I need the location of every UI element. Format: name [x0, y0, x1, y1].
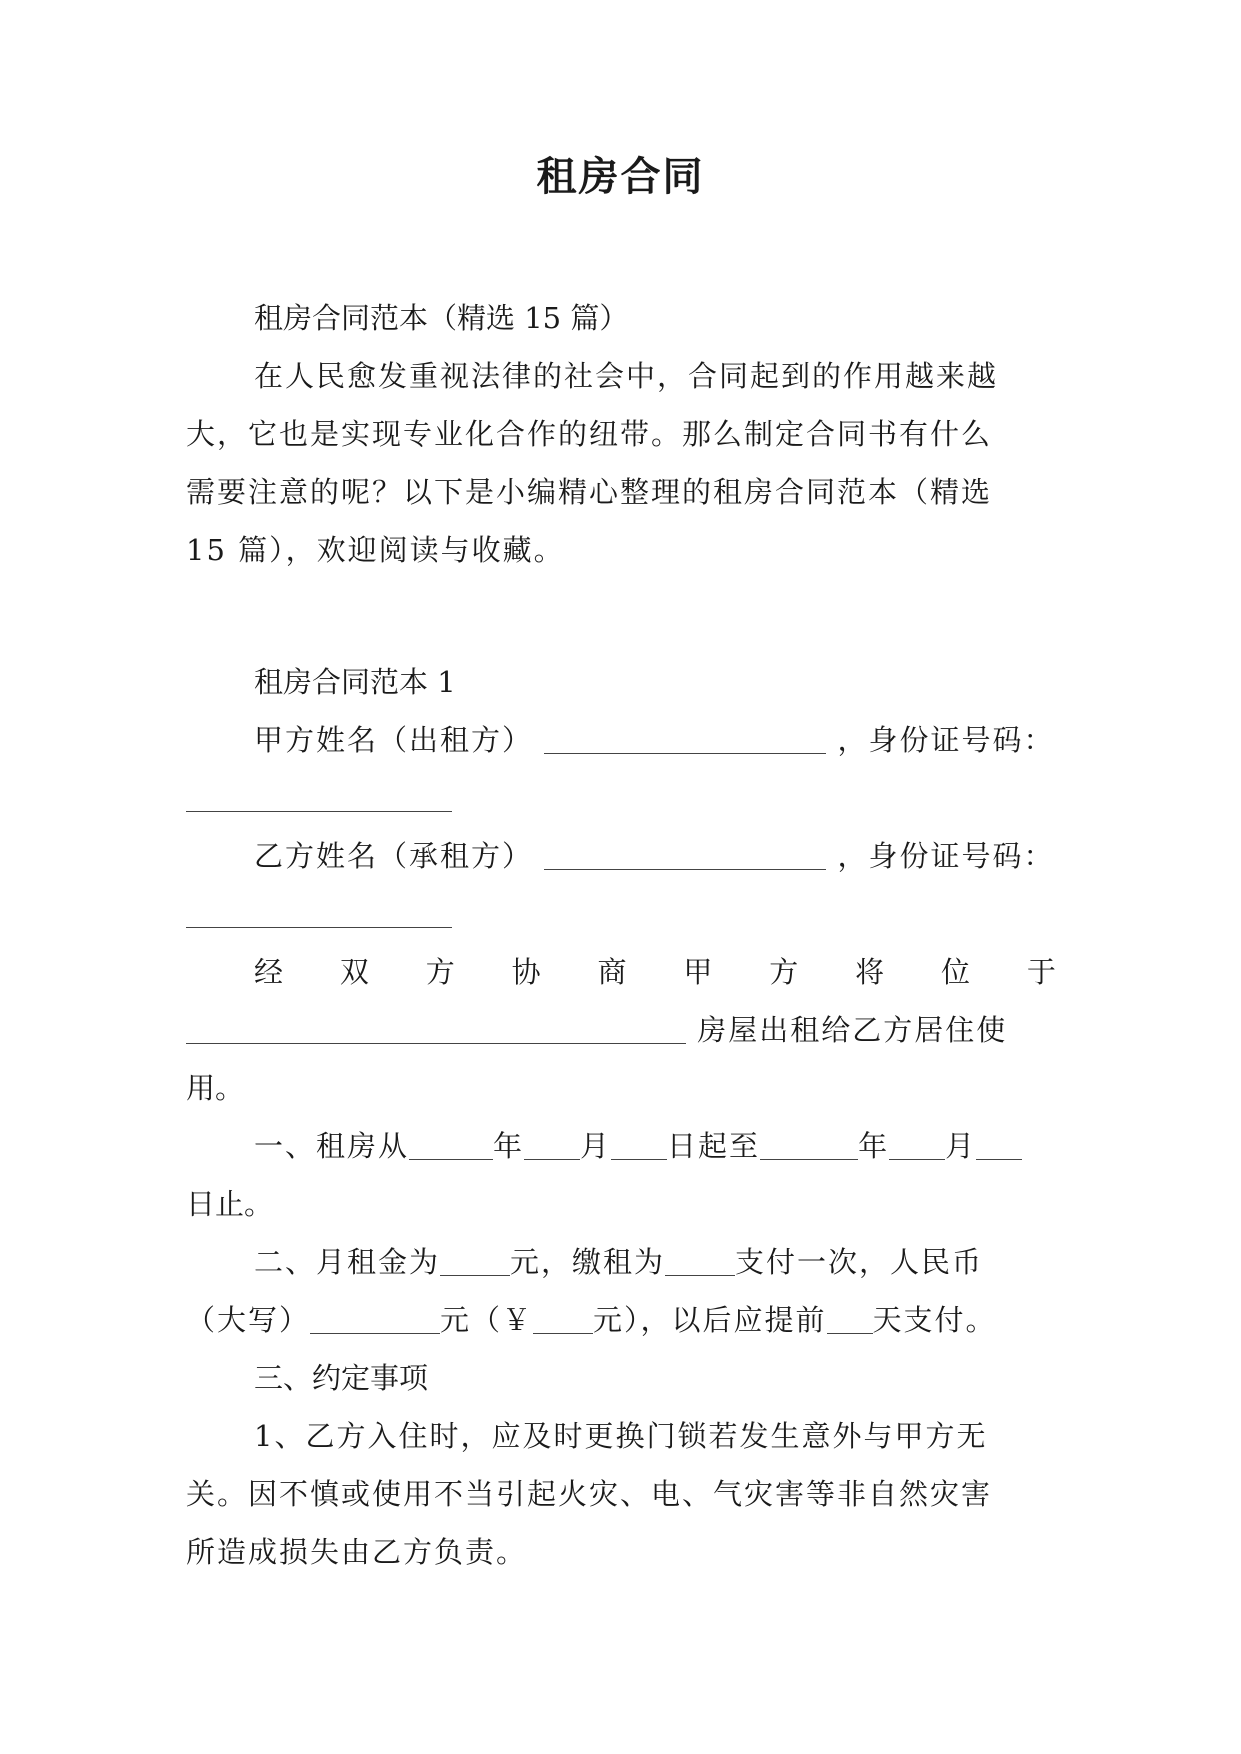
section-heading: 租房合同范本 1 [254, 665, 456, 699]
monthly-rent-blank [440, 1274, 510, 1276]
end-day-blank [976, 1158, 1022, 1160]
clause2-text: 元），以后应提前 [593, 1303, 827, 1337]
agreement-char: 方 [769, 955, 799, 989]
clause2-line-2 [186, 1291, 1056, 1349]
document-title: 租房合同 [536, 153, 705, 200]
clause2-text: 元，缴租为 [510, 1245, 666, 1279]
clause2-text: 二、月租金为 [254, 1245, 441, 1279]
agreement-char: 经 [254, 955, 284, 989]
clause3-heading: 三、约定事项 [254, 1361, 429, 1395]
clause1-line [186, 1117, 1056, 1175]
agreement-char: 甲 [683, 955, 713, 989]
agreement-char: 将 [855, 955, 885, 989]
address-blank [186, 1042, 686, 1044]
intro-line: 大，它也是实现专业化合作的纽带。那么制定合同书有什么 [186, 417, 993, 451]
intro-heading: 租房合同范本（精选 15 篇） [254, 301, 629, 335]
start-month-blank [524, 1158, 580, 1160]
agreement-char: 于 [1026, 955, 1056, 989]
item1-line: 所造成损失由乙方负责。 [186, 1535, 528, 1569]
party-b-label: 乙方姓名（承租方） [254, 839, 534, 873]
amount-number-blank [533, 1332, 593, 1334]
clause2-line [186, 1233, 1056, 1291]
payment-period-blank [665, 1274, 735, 1276]
amount-words-blank [310, 1332, 440, 1334]
party-a-label: 甲方姓名（出租方） [254, 723, 534, 757]
party-a-id-blank [186, 811, 452, 812]
clause2-text: 天支付。 [872, 1303, 997, 1337]
agreement-char: 协 [511, 955, 541, 989]
party-a-name-blank [544, 752, 826, 754]
intro-line: 在人民愈发重视法律的社会中，合同起到的作用越来越 [254, 359, 999, 393]
clause2-text: 元（￥ [440, 1303, 534, 1337]
advance-days-blank [827, 1332, 873, 1334]
clause1-text: 月 [580, 1129, 612, 1163]
agreement-address-line [186, 1001, 1056, 1059]
party-b-line [186, 827, 1056, 885]
agreement-line [186, 943, 1056, 1001]
clause1-text: 月 [945, 1129, 977, 1163]
party-b-id-blank [186, 927, 452, 928]
party-a-line [186, 711, 1056, 769]
start-year-blank [409, 1158, 493, 1160]
start-day-blank [611, 1158, 667, 1160]
agreement-suffix: 房屋出租给乙方居住使 [697, 1013, 1008, 1047]
clause2-text: （大写） [186, 1303, 311, 1337]
agreement-char: 商 [597, 955, 627, 989]
clause1-end: 日止。 [186, 1187, 274, 1221]
intro-line: 需要注意的呢？以下是小编精心整理的租房合同范本（精选 [186, 475, 993, 509]
item1-line: 关。因不慎或使用不当引起火灾、电、气灾害等非自然灾害 [186, 1477, 993, 1511]
agreement-end: 用。 [186, 1071, 245, 1105]
party-a-id-line [186, 769, 1056, 827]
party-b-id-label: ，身份证号码： [837, 839, 1055, 873]
clause1-text: 年 [493, 1129, 525, 1163]
intro-line: 15 篇），欢迎阅读与收藏。 [186, 533, 565, 567]
paragraph-gap [186, 579, 1056, 653]
clause1-text: 日起至 [667, 1129, 761, 1163]
item1-line: 1、乙方入住时，应及时更换门锁若发生意外与甲方无 [254, 1419, 988, 1453]
agreement-char: 方 [425, 955, 455, 989]
end-month-blank [889, 1158, 945, 1160]
clause1-text: 一、租房从 [254, 1129, 410, 1163]
end-year-blank [760, 1158, 858, 1160]
document-body [186, 289, 1056, 1581]
party-b-name-blank [544, 868, 826, 870]
agreement-char: 位 [941, 955, 971, 989]
agreement-char: 双 [339, 955, 369, 989]
party-b-id-line [186, 885, 1056, 943]
party-a-id-label: ，身份证号码： [837, 723, 1055, 757]
clause1-text: 年 [858, 1129, 890, 1163]
clause2-text: 支付一次，人民币 [735, 1245, 984, 1279]
